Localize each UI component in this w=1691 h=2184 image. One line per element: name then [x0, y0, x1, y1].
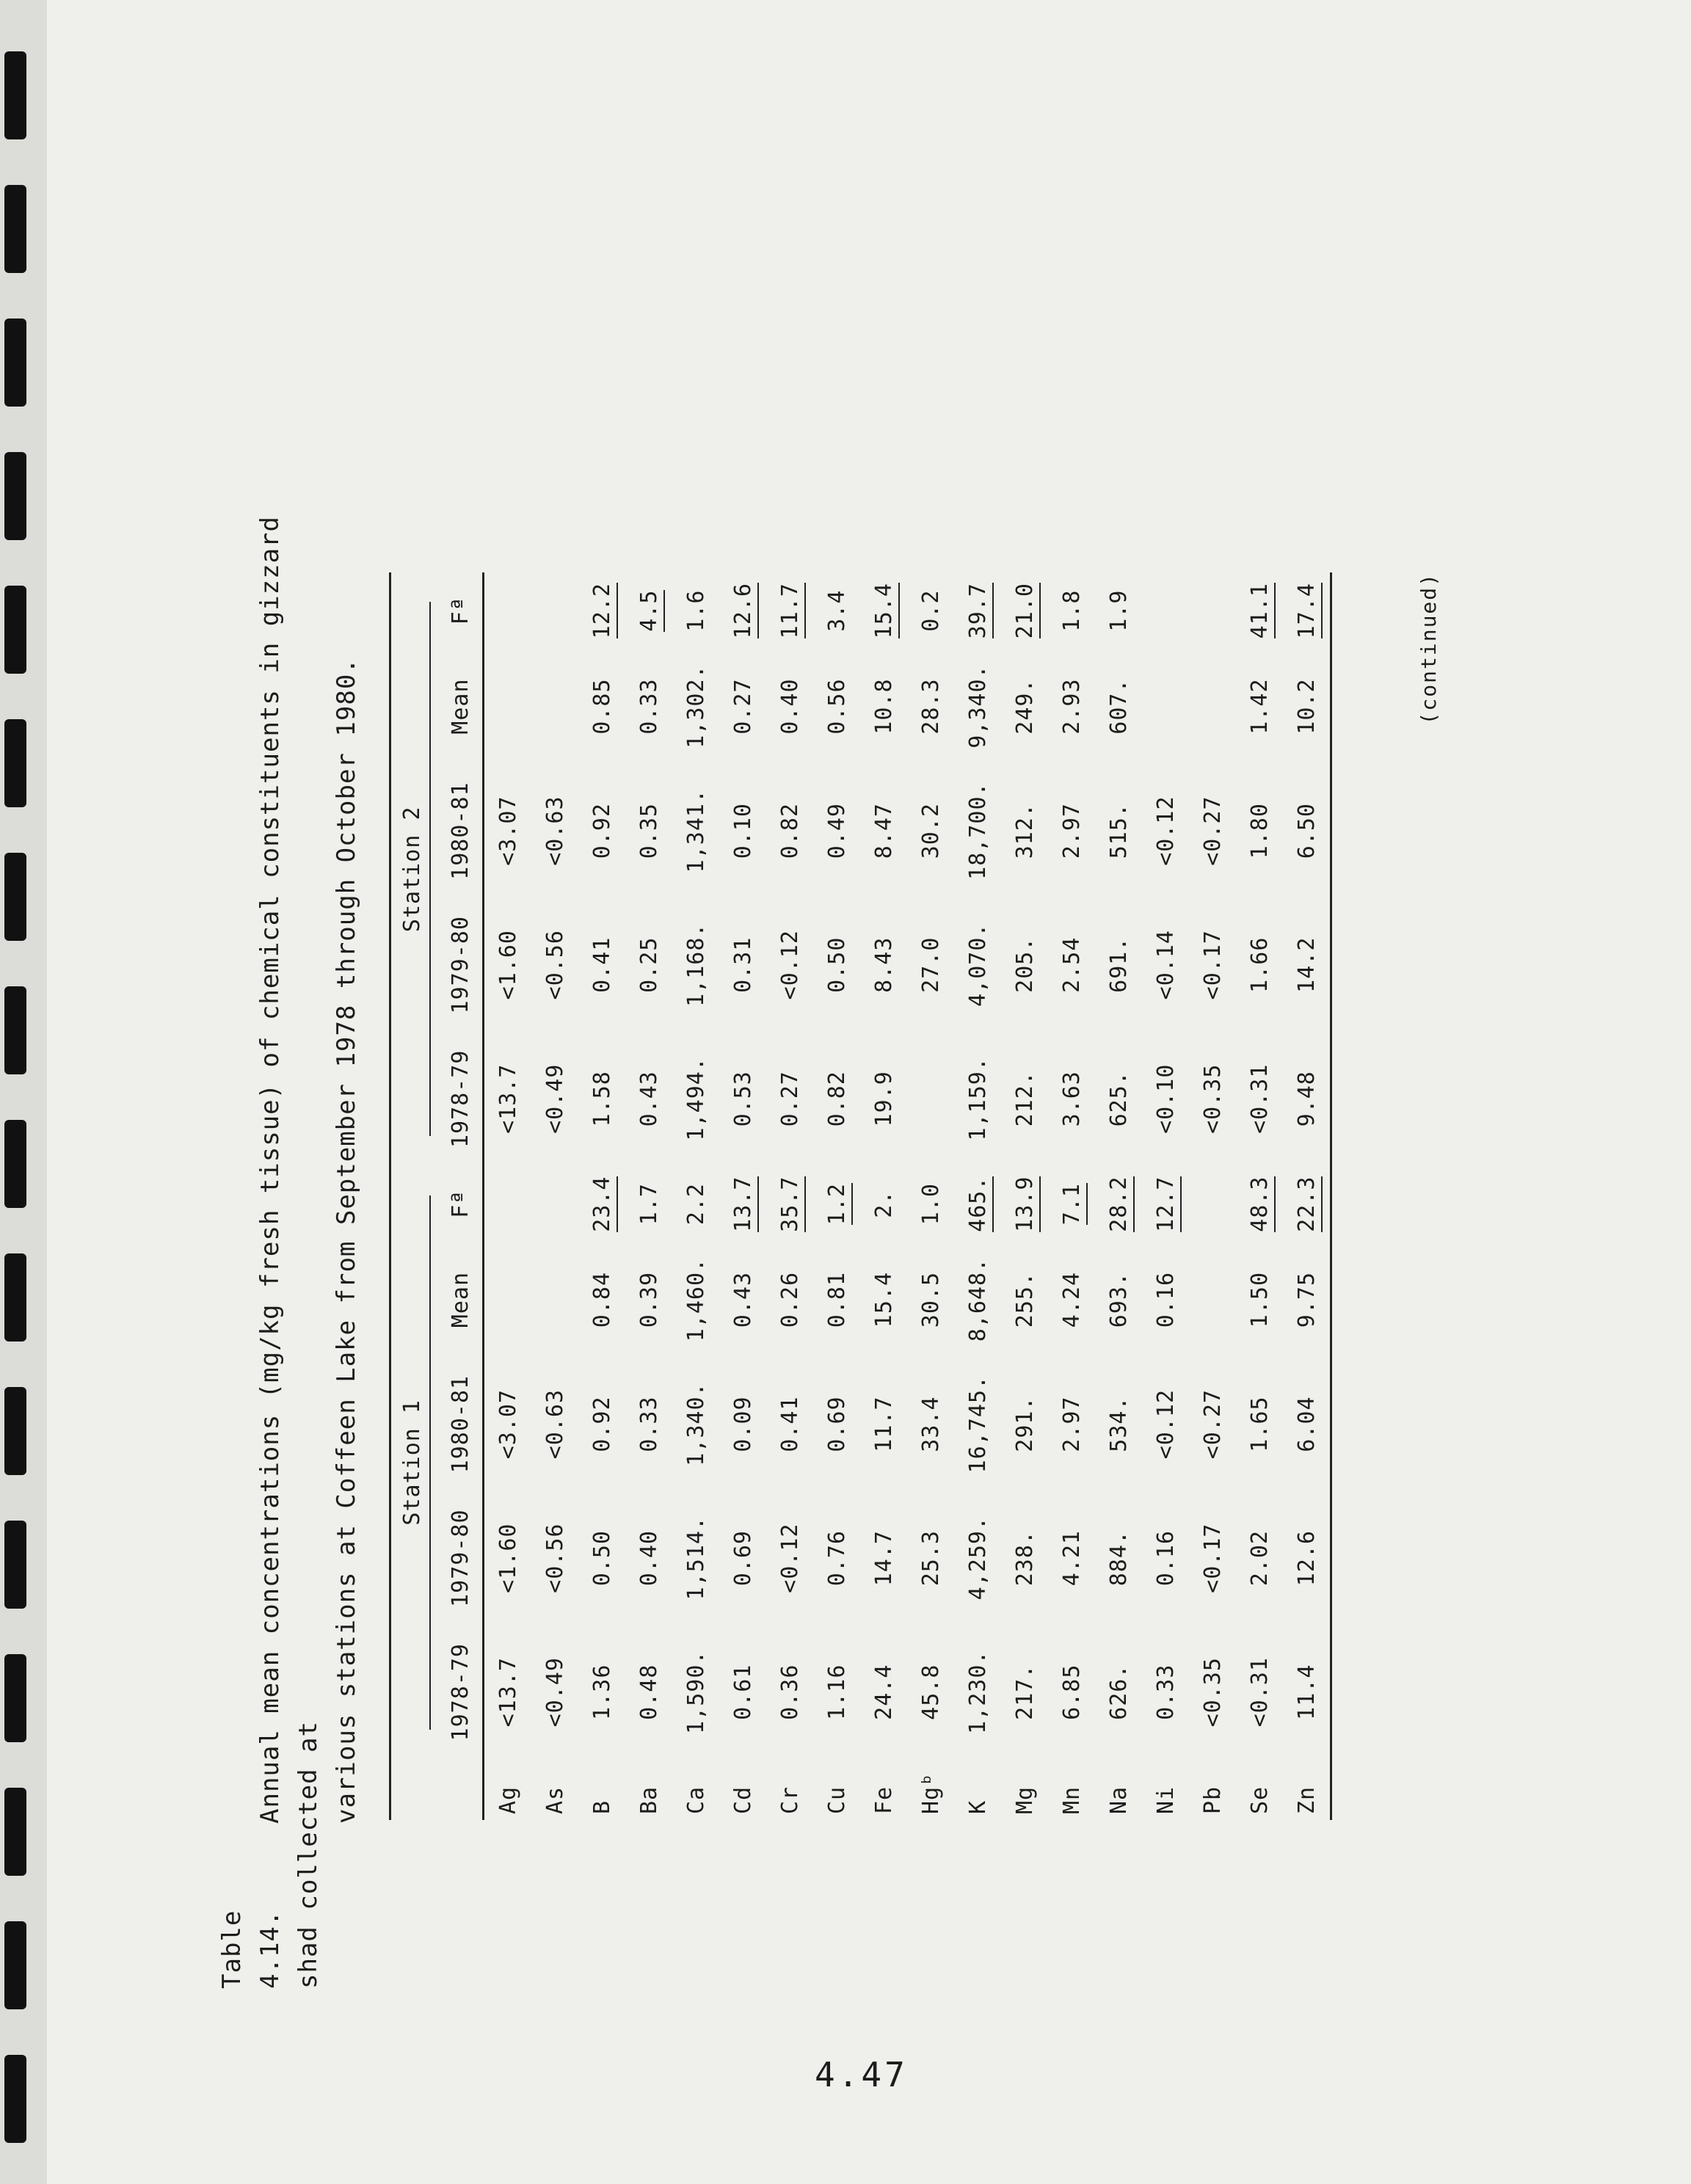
- value-cell: 884.: [1105, 1530, 1132, 1587]
- table-row: [672, 572, 719, 1820]
- value-cell: 1,230.: [964, 1650, 991, 1734]
- value-cell: 14.2: [1283, 898, 1331, 1032]
- table-row: [625, 572, 672, 1820]
- value-cell: 607.: [1105, 678, 1132, 735]
- element-symbol: B: [589, 1799, 615, 1814]
- f-value: 35.7: [777, 1176, 806, 1232]
- value-cell: 625.: [1105, 1071, 1132, 1127]
- f-value: 12.6: [730, 583, 759, 638]
- f-value-cell: [578, 572, 625, 649]
- f-value-cell: [954, 1166, 1001, 1242]
- f-value-cell: [1283, 1166, 1331, 1242]
- element-symbol: Fe: [870, 1786, 897, 1814]
- binding-hole: [4, 318, 26, 407]
- f-value: 48.3: [1247, 1176, 1276, 1232]
- value-cell: 1.16: [823, 1664, 850, 1720]
- element-symbol: K: [964, 1799, 991, 1814]
- value-cell: 212.: [1011, 1071, 1038, 1127]
- value-cell: 1.42: [1246, 678, 1273, 735]
- value-cell: 30.5: [917, 1271, 944, 1328]
- value-cell: 28.3: [917, 678, 944, 735]
- element-symbol: Mg: [1011, 1786, 1038, 1814]
- value-cell: 1,460.: [683, 1257, 709, 1342]
- value-cell: 18,700.: [964, 782, 991, 880]
- value-cell: 9.75: [1283, 1242, 1331, 1357]
- value-cell: 0.16: [1152, 1530, 1179, 1587]
- value-cell: 4,070.: [964, 922, 991, 1007]
- station-2-header: Station 2: [390, 572, 439, 1166]
- value-cell: [531, 649, 578, 763]
- value-cell: <0.17: [1199, 930, 1226, 1000]
- binding-hole: [4, 51, 26, 139]
- value-cell: 0.36: [777, 1664, 803, 1720]
- value-cell: 2.93: [1058, 678, 1085, 735]
- f-value: 12.7: [1153, 1176, 1182, 1232]
- value-cell: 14.7: [870, 1530, 897, 1587]
- value-cell: 0.40: [636, 1530, 662, 1587]
- value-cell: 205.: [1011, 936, 1038, 993]
- value-cell: 1,341.: [683, 788, 709, 873]
- f-value: 3.4: [823, 589, 850, 632]
- value-cell: <0.35: [1199, 1063, 1226, 1134]
- f-value: 12.2: [589, 583, 618, 638]
- f-value: 1.7: [636, 1183, 662, 1226]
- value-cell: 291.: [1011, 1396, 1038, 1452]
- value-cell: 0.84: [589, 1271, 615, 1328]
- f-value-cell: [1142, 572, 1189, 649]
- table-row: [1095, 572, 1142, 1820]
- value-cell: [531, 1242, 578, 1357]
- value-cell: <0.49: [542, 1063, 568, 1134]
- table-row: [954, 572, 1001, 1820]
- value-cell: <0.35: [1199, 1657, 1226, 1728]
- f-value-cell: [719, 1166, 766, 1242]
- f-value-cell: [1189, 572, 1236, 649]
- value-cell: 0.33: [636, 1396, 662, 1452]
- element-symbol: Pb: [1199, 1786, 1226, 1814]
- value-cell: 10.2: [1283, 649, 1331, 763]
- f-value: 1.9: [1105, 589, 1132, 632]
- column-header: Fª: [438, 572, 484, 649]
- value-cell: 6.50: [1283, 764, 1331, 898]
- table-body: [484, 572, 1331, 1820]
- value-cell: 0.69: [730, 1530, 756, 1587]
- value-cell: 0.92: [589, 1396, 615, 1452]
- element-column-header: [438, 1759, 484, 1820]
- f-value: 13.7: [730, 1176, 759, 1232]
- binding-hole: [4, 2055, 26, 2143]
- binding-hole: [4, 452, 26, 540]
- table-row: [1236, 572, 1283, 1820]
- value-cell: <1.60: [495, 930, 521, 1000]
- value-cell: 2.54: [1058, 936, 1085, 993]
- value-cell: 4.21: [1058, 1530, 1085, 1587]
- binding-hole: [4, 1387, 26, 1475]
- value-cell: 0.40: [777, 678, 803, 735]
- value-cell: 0.33: [636, 678, 662, 735]
- value-cell: <0.10: [1152, 1063, 1179, 1134]
- table-row: [1283, 572, 1331, 1820]
- f-value-cell: [484, 1166, 532, 1242]
- value-cell: 9,340.: [964, 664, 991, 749]
- value-cell: 255.: [1011, 1271, 1038, 1328]
- value-cell: 8,648.: [964, 1257, 991, 1342]
- element-symbol: As: [542, 1786, 568, 1814]
- binding-hole: [4, 1921, 26, 2009]
- f-value: 1.2: [824, 1183, 853, 1225]
- value-cell: 693.: [1105, 1271, 1132, 1328]
- value-cell: <0.12: [777, 1523, 803, 1593]
- value-cell: 1.36: [589, 1664, 615, 1720]
- value-cell: 4.24: [1058, 1271, 1085, 1328]
- value-cell: 4,259.: [964, 1515, 991, 1601]
- f-value-cell: [625, 1166, 672, 1242]
- value-cell: [1189, 649, 1236, 763]
- value-cell: 626.: [1105, 1664, 1132, 1720]
- binding-hole: [4, 1654, 26, 1742]
- value-cell: <3.07: [495, 1388, 521, 1460]
- f-value: 39.7: [965, 583, 994, 638]
- value-cell: <0.12: [1152, 1388, 1179, 1460]
- value-cell: 1.58: [589, 1071, 615, 1127]
- f-value-cell: [766, 1166, 813, 1242]
- f-value-cell: [1142, 1166, 1189, 1242]
- value-cell: 691.: [1105, 936, 1132, 993]
- value-cell: 0.41: [777, 1396, 803, 1452]
- f-value: 0.2: [917, 589, 944, 632]
- f-value-cell: [672, 572, 719, 649]
- value-cell: 1.80: [1246, 803, 1273, 859]
- value-cell: 1,168.: [683, 922, 709, 1007]
- value-cell: 0.50: [589, 1530, 615, 1587]
- f-value-cell: [860, 572, 907, 649]
- binding-hole: [4, 1521, 26, 1609]
- column-header: Mean: [438, 1242, 484, 1357]
- f-value-cell: [1001, 1166, 1048, 1242]
- element-symbol: Cd: [730, 1786, 756, 1814]
- value-cell: 0.27: [730, 678, 756, 735]
- element-symbol: Ag: [495, 1786, 521, 1814]
- f-value-cell: [1095, 572, 1142, 649]
- f-value: 1.8: [1058, 589, 1085, 632]
- value-cell: 0.10: [730, 803, 756, 859]
- f-value: 22.3: [1294, 1176, 1323, 1232]
- value-cell: 6.04: [1283, 1357, 1331, 1491]
- continued-note: (continued): [1417, 572, 1441, 725]
- value-cell: 12.6: [1283, 1491, 1331, 1626]
- f-value: 17.4: [1294, 583, 1323, 638]
- caption-label: Table 4.14.: [217, 1910, 285, 1989]
- element-symbol: Zn: [1283, 1759, 1331, 1820]
- table-caption: [213, 448, 366, 1989]
- column-header: 1978-79: [438, 1032, 484, 1166]
- table-row: [531, 572, 578, 1820]
- element-header-spacer: [390, 1759, 439, 1820]
- element-symbol: Cu: [823, 1786, 850, 1814]
- binding-hole: [4, 586, 26, 674]
- column-header: Fª: [438, 1166, 484, 1242]
- f-value-cell: [954, 572, 1001, 649]
- value-cell: 11.7: [870, 1396, 897, 1452]
- f-value: 41.1: [1247, 583, 1276, 638]
- value-cell: 0.82: [777, 803, 803, 859]
- value-cell: <0.63: [542, 796, 568, 866]
- value-cell: 11.4: [1283, 1625, 1331, 1759]
- value-cell: 1,514.: [683, 1515, 709, 1601]
- table-row: [1048, 572, 1095, 1820]
- f-value: 21.0: [1012, 583, 1041, 638]
- binding-hole: [4, 1253, 26, 1342]
- value-cell: 238.: [1011, 1530, 1038, 1587]
- value-cell: 33.4: [917, 1396, 944, 1452]
- table-row: [719, 572, 766, 1820]
- value-cell: 0.76: [823, 1530, 850, 1587]
- value-cell: [1189, 1242, 1236, 1357]
- value-cell: <0.56: [542, 930, 568, 1000]
- value-cell: 312.: [1011, 803, 1038, 859]
- value-cell: 1.66: [1246, 936, 1273, 993]
- value-cell: <0.17: [1199, 1523, 1226, 1593]
- table-row: [860, 572, 907, 1820]
- value-cell: 0.56: [823, 678, 850, 735]
- value-cell: 1,340.: [683, 1382, 709, 1466]
- element-symbol: Na: [1105, 1786, 1132, 1814]
- f-value-cell: [484, 572, 532, 649]
- caption-line-2: various stations at Coffeen Lake from September 1978 through October 1980.: [332, 658, 361, 1824]
- value-cell: <1.60: [495, 1523, 521, 1593]
- column-header: 1980-81: [438, 1357, 484, 1491]
- value-cell: <0.12: [1152, 796, 1179, 866]
- caption-line-1: Annual mean concentrations (mg/kg fresh tissue) of chemical constituents in gizzard shad collected at: [255, 516, 323, 1989]
- value-cell: 0.81: [823, 1271, 850, 1328]
- value-cell: <0.27: [1199, 796, 1226, 866]
- value-cell: 1,302.: [683, 664, 709, 749]
- table-row: [1142, 572, 1189, 1820]
- f-value-cell: [1095, 1166, 1142, 1242]
- f-value-cell: [813, 1166, 860, 1242]
- column-header: 1978-79: [438, 1625, 484, 1759]
- value-cell: 0.50: [823, 936, 850, 993]
- value-cell: 25.3: [917, 1530, 944, 1587]
- f-value: 28.2: [1106, 1176, 1135, 1232]
- table-row: [484, 572, 532, 1820]
- value-cell: 0.82: [823, 1071, 850, 1127]
- value-cell: 0.31: [730, 936, 756, 993]
- rotated-table-page: [213, 404, 1534, 2018]
- value-cell: 0.92: [589, 803, 615, 859]
- value-cell: 0.41: [589, 936, 615, 993]
- binding-hole: [4, 986, 26, 1074]
- value-cell: 0.43: [730, 1271, 756, 1328]
- value-cell: 30.2: [917, 803, 944, 859]
- f-value: 7.1: [1059, 1183, 1088, 1225]
- value-cell: [484, 649, 532, 763]
- element-symbol: Ca: [683, 1786, 709, 1814]
- f-value-cell: [1048, 1166, 1095, 1242]
- f-value: 11.7: [777, 583, 806, 638]
- f-value-cell: [672, 1166, 719, 1242]
- f-value: 465.: [965, 1176, 994, 1232]
- value-cell: 3.63: [1058, 1071, 1085, 1127]
- value-cell: <3.07: [495, 796, 521, 866]
- f-value-cell: [1189, 1166, 1236, 1242]
- value-cell: 2.02: [1246, 1530, 1273, 1587]
- column-header-row: [438, 572, 484, 1820]
- value-cell: 1,590.: [683, 1650, 709, 1734]
- column-header: 1979-80: [438, 1491, 484, 1626]
- value-cell: 0.16: [1152, 1271, 1179, 1328]
- value-cell: 1,494.: [683, 1057, 709, 1141]
- value-cell: <13.7: [495, 1063, 521, 1134]
- value-cell: [1142, 649, 1189, 763]
- f-value: 2.2: [683, 1183, 709, 1226]
- value-cell: 0.27: [777, 1071, 803, 1127]
- value-cell: 2.97: [1058, 1396, 1085, 1452]
- column-header: 1979-80: [438, 898, 484, 1032]
- value-cell: 1,159.: [964, 1057, 991, 1141]
- table-row: [1001, 572, 1048, 1820]
- value-cell: <0.14: [1152, 930, 1179, 1000]
- f-value-cell: [531, 572, 578, 649]
- value-cell: <0.27: [1199, 1388, 1226, 1460]
- value-cell: 0.43: [636, 1071, 662, 1127]
- column-header: Mean: [438, 649, 484, 763]
- value-cell: 0.48: [636, 1664, 662, 1720]
- value-cell: 217.: [1011, 1664, 1038, 1720]
- value-cell: <0.12: [777, 930, 803, 1000]
- binding-hole: [4, 1120, 26, 1208]
- value-cell: 19.9: [870, 1071, 897, 1127]
- value-cell: <0.63: [542, 1388, 568, 1460]
- value-cell: 6.85: [1058, 1664, 1085, 1720]
- value-cell: 534.: [1105, 1396, 1132, 1452]
- value-cell: 8.43: [870, 936, 897, 993]
- f-value-cell: [907, 572, 954, 649]
- value-cell: 0.33: [1152, 1664, 1179, 1720]
- element-symbol: Ni: [1152, 1786, 1179, 1814]
- f-value-cell: [531, 1166, 578, 1242]
- value-cell: 27.0: [917, 936, 944, 993]
- value-cell: 515.: [1105, 803, 1132, 859]
- value-cell: 0.26: [777, 1271, 803, 1328]
- value-cell: 0.85: [589, 678, 615, 735]
- value-cell: 1.65: [1246, 1396, 1273, 1452]
- f-value: 15.4: [871, 583, 900, 638]
- binding-hole: [4, 1788, 26, 1876]
- value-cell: 45.8: [917, 1664, 944, 1720]
- f-value: 1.0: [917, 1183, 944, 1226]
- binding-hole: [4, 185, 26, 273]
- value-cell: [484, 1242, 532, 1357]
- f-value-cell: [766, 572, 813, 649]
- value-cell: 16,745.: [964, 1375, 991, 1474]
- value-cell: 0.09: [730, 1396, 756, 1452]
- f-value-cell: [1236, 1166, 1283, 1242]
- f-value-cell: [1048, 572, 1095, 649]
- table-row: [1189, 572, 1236, 1820]
- element-symbol: Mn: [1058, 1786, 1085, 1814]
- concentration-table: [389, 572, 1332, 1820]
- value-cell: 9.48: [1283, 1032, 1331, 1166]
- column-header: 1980-81: [438, 764, 484, 898]
- value-cell: 0.39: [636, 1271, 662, 1328]
- element-symbol: Ba: [636, 1786, 662, 1814]
- table-row: [813, 572, 860, 1820]
- f-value-cell: [578, 1166, 625, 1242]
- f-value: 2.: [870, 1190, 897, 1218]
- f-value: 1.6: [683, 589, 709, 632]
- f-value: 4.5: [636, 590, 665, 632]
- f-value-cell: [860, 1166, 907, 1242]
- page-number: 4.47: [815, 2055, 908, 2094]
- value-cell: 0.25: [636, 936, 662, 993]
- value-cell: <0.31: [1246, 1657, 1273, 1728]
- table-row: [766, 572, 813, 1820]
- value-cell: 249.: [1011, 678, 1038, 735]
- value-cell: 0.53: [730, 1071, 756, 1127]
- f-value: 23.4: [589, 1176, 618, 1232]
- value-cell: 0.35: [636, 803, 662, 859]
- f-value-cell: [1236, 572, 1283, 649]
- f-value-cell: [1001, 572, 1048, 649]
- table-row: [578, 572, 625, 1820]
- binding-hole: [4, 853, 26, 941]
- element-symbol: Cr: [777, 1786, 803, 1814]
- element-symbol: Se: [1246, 1786, 1273, 1814]
- value-cell: <0.49: [542, 1657, 568, 1728]
- value-cell: 10.8: [870, 678, 897, 735]
- value-cell: <0.31: [1246, 1063, 1273, 1134]
- element-symbol: Hgᵇ: [917, 1772, 944, 1814]
- value-cell: 0.69: [823, 1396, 850, 1452]
- value-cell: <13.7: [495, 1657, 521, 1728]
- value-cell: 2.97: [1058, 803, 1085, 859]
- f-value-cell: [1283, 572, 1331, 649]
- station-header-row: [390, 572, 439, 1820]
- value-cell: [907, 1032, 954, 1166]
- value-cell: 0.49: [823, 803, 850, 859]
- station-1-header: Station 1: [390, 1166, 439, 1759]
- f-value-cell: [625, 572, 672, 649]
- f-value: 13.9: [1012, 1176, 1041, 1232]
- table-row: [907, 572, 954, 1820]
- value-cell: 15.4: [870, 1271, 897, 1328]
- value-cell: 0.61: [730, 1664, 756, 1720]
- f-value-cell: [719, 572, 766, 649]
- value-cell: 1.50: [1246, 1271, 1273, 1328]
- f-value-cell: [907, 1166, 954, 1242]
- binding-hole: [4, 719, 26, 807]
- f-value-cell: [813, 572, 860, 649]
- value-cell: <0.56: [542, 1523, 568, 1593]
- value-cell: 8.47: [870, 803, 897, 859]
- value-cell: 24.4: [870, 1664, 897, 1720]
